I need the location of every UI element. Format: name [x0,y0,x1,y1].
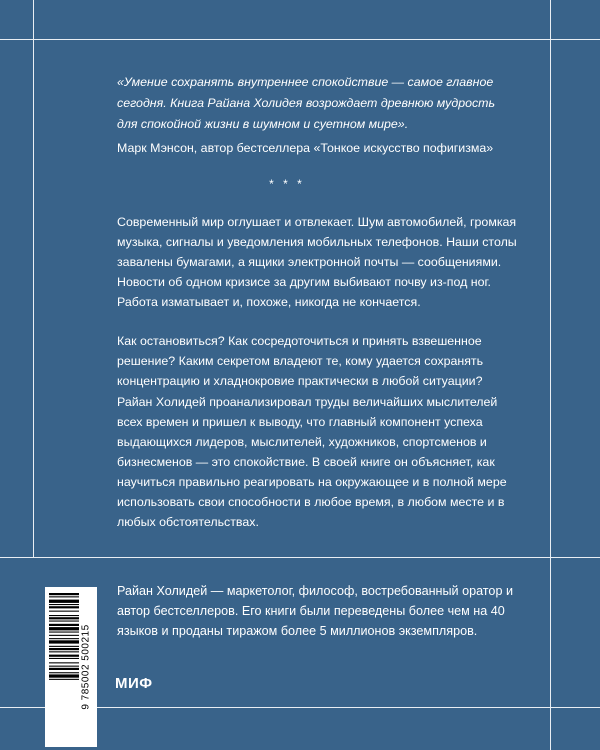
frame-line-left [33,0,34,558]
barcode-digits: 9 785002 500215 [80,624,92,710]
author-bio: Райан Холидей — маркетолог, философ, востребованный оратор и автор бестселлеров. Его книги были переведены более чем на 40 языков и проданы тиражом более 5 миллионов экземпляров. [117,584,513,638]
frame-line-right [550,0,551,750]
description-paragraph-3: Райан Холидей проанализировал труды величайших мыслителей всех времен и пришел к выводу, что главный компонент успеха выдающихся лидеров, мыслителей, художников, спортсменов и бизнесменов — это спокойствие. В своей книге он объясняет, как научиться правильно реагировать на окружающее и в полной мере использовать свои способности в любое время, в любом месте и в любых обстоятельствах. [117,395,507,529]
endorsement-quote: «Умение сохранять внутреннее спокойствие — самое главное сегодня. Книга Райана Холидея возрождает древнюю мудрость для спокойной жизни в шумном и суетном мире». [117,75,496,131]
isbn-barcode [45,587,97,747]
description-paragraph-2: Как остановиться? Как сосредоточиться и принять взвешенное решение? Каким секретом владеют те, кому удается сохранять концентрацию и хладнокровие практически в любой ситуации? [117,334,484,388]
frame-line-top [0,39,600,40]
asterisk-separator: * * * [269,177,305,191]
frame-line-bottom [0,557,600,558]
description-paragraph-1: Современный мир оглушает и отвлекает. Шум автомобилей, громкая музыка, сигналы и уведомления мобильных телефонов. Наши столы завалены бумагами, а ящики электронной почты — сообщениями. Новости об одном кризисе за другим выбивают почву из-под ног. Работа изматывает и, похоже, никогда не кончается. [117,215,517,309]
publisher-logo: МИФ [115,675,153,692]
endorsement-author: Марк Мэнсон, автор бестселлера «Тонкое искусство пофигизма» [117,141,494,155]
